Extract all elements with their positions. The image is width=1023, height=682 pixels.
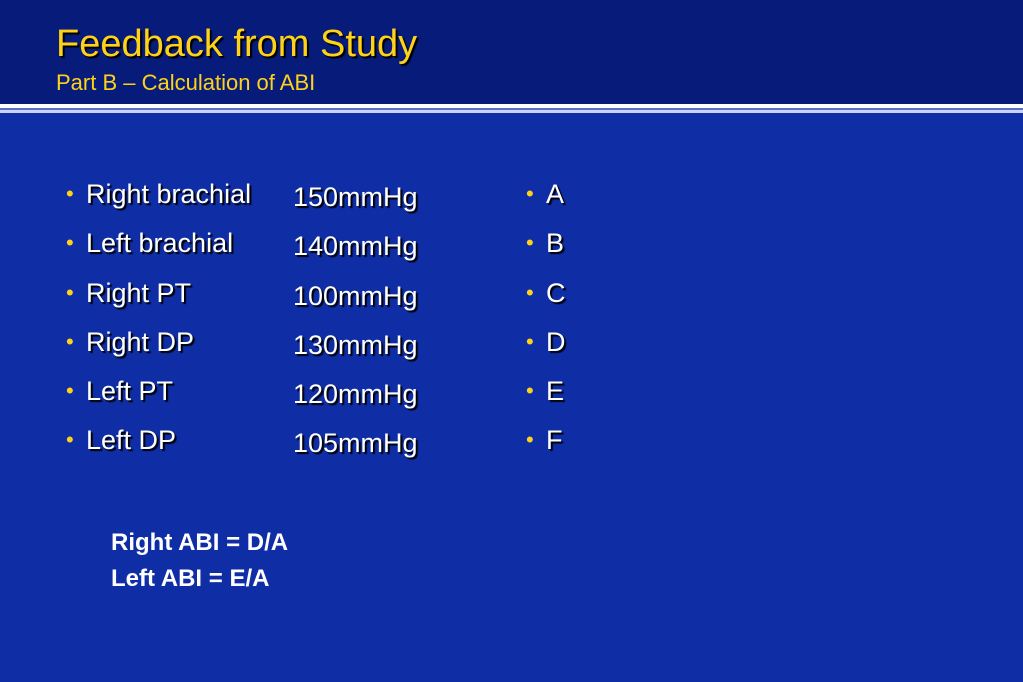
slide-title: Feedback from Study xyxy=(56,23,418,65)
measurement-letter: A xyxy=(546,179,565,209)
list-item xyxy=(526,375,566,424)
bullet-icon: • xyxy=(526,427,534,453)
list-item xyxy=(66,424,251,473)
measurement-value: 100mmHg xyxy=(293,280,418,311)
bullet-icon: • xyxy=(526,181,534,206)
bullet-icon: • xyxy=(66,328,74,354)
list-item xyxy=(66,326,251,375)
measurement-letter: F xyxy=(546,425,563,456)
measurement-value: 150mmHg xyxy=(293,182,418,212)
list-item xyxy=(526,227,566,276)
divider-line-highlight xyxy=(0,110,1023,113)
measurement-label: Right PT xyxy=(86,277,192,308)
measurement-label: Left DP xyxy=(86,425,177,456)
bullet-icon: • xyxy=(66,378,74,404)
measurement-letter: B xyxy=(546,228,565,259)
list-item xyxy=(66,227,251,276)
right-abi-formula: Right ABI = D/A xyxy=(111,529,289,556)
measurement-label: Left brachial xyxy=(86,228,234,259)
left-abi-formula: Left ABI = E/A xyxy=(111,565,270,592)
bullet-icon: • xyxy=(526,279,534,305)
list-item xyxy=(66,178,251,227)
measurement-label: Right DP xyxy=(86,326,195,357)
list-item xyxy=(66,277,251,326)
measurement-value: 105mmHg xyxy=(293,428,418,459)
measurement-label: Right brachial xyxy=(86,179,252,209)
bullet-icon: • xyxy=(526,378,534,404)
bullet-icon: • xyxy=(66,181,74,206)
measurement-letter: D xyxy=(546,326,566,357)
measurement-value: 140mmHg xyxy=(293,231,418,262)
measurement-value: 120mmHg xyxy=(293,379,418,410)
measurement-label-list xyxy=(66,178,251,474)
measurement-letter-list xyxy=(526,178,566,474)
bullet-icon: • xyxy=(66,230,74,256)
measurement-value: 130mmHg xyxy=(293,329,418,360)
list-item xyxy=(526,277,566,326)
list-item xyxy=(66,375,251,424)
bullet-icon: • xyxy=(66,279,74,305)
measurement-letter: C xyxy=(546,277,566,308)
bullet-icon: • xyxy=(66,427,74,453)
list-item xyxy=(526,178,566,227)
bullet-icon: • xyxy=(526,230,534,256)
slide-subtitle: Part B – Calculation of ABI xyxy=(56,70,316,95)
bullet-icon: • xyxy=(526,328,534,354)
measurement-value-list xyxy=(293,181,418,477)
measurement-letter: E xyxy=(546,376,565,407)
measurement-label: Left PT xyxy=(86,376,174,407)
list-item xyxy=(526,326,566,375)
list-item xyxy=(526,424,566,473)
